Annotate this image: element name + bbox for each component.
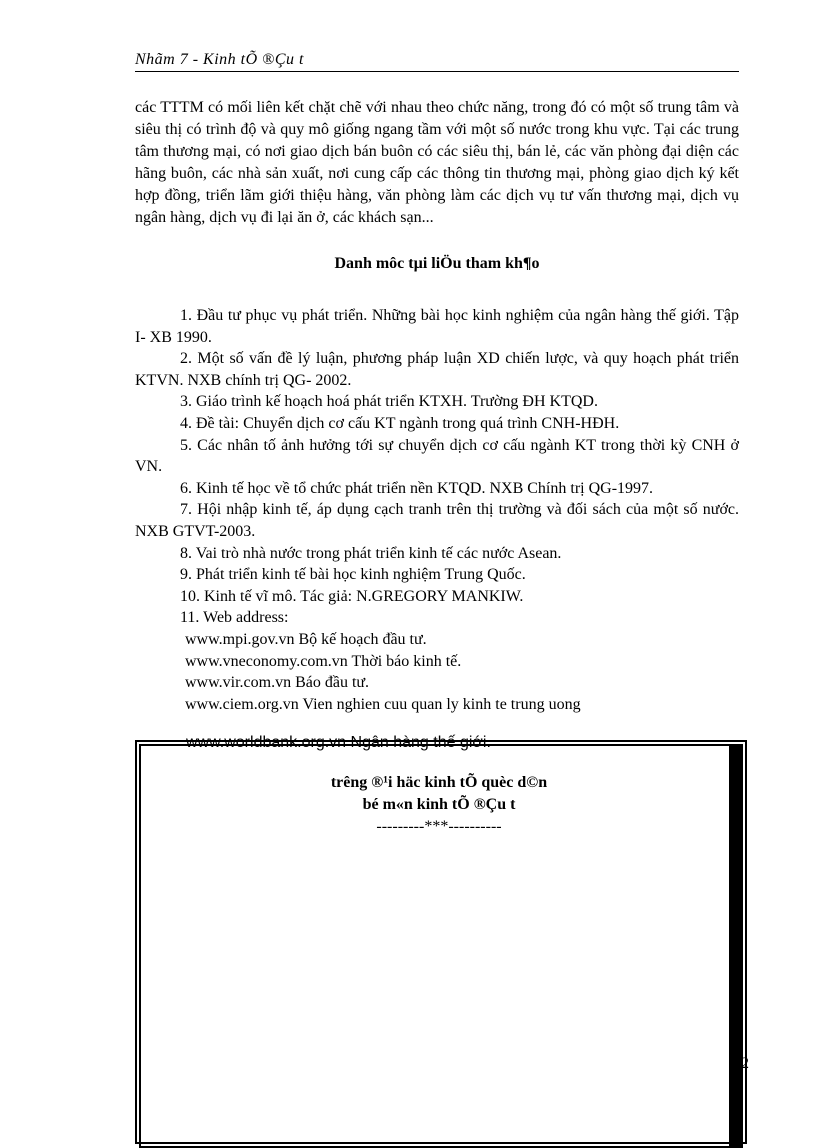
page-number: 52 [733,1055,749,1072]
intro-paragraph: các TTTM có mối liên kết chặt chẽ với nhau theo chức năng, trong đó có một số trung tâm và siêu thị có trình độ và quy mô giống ngang tầm với một số nước trong khu vực. Tại các trung tâm thương mại, có nơi giao dịch bán buôn có các siêu thị, bán lẻ, các văn phòng đại diện các hãng buôn, các nhà sản xuất, nơi cung cấp các thông tin thương mại, phòng giao dịch ký kết hợp đồng, triển lãm giới thiệu hàng, văn phòng làm các dịch vụ tư vấn thương mại, dịch vụ ngân hàng, dịch vụ đi lại ăn ở, các khách sạn... [135,99,739,226]
reference-item: 6. Kinh tế học về tổ chức phát triển nền KTQD. NXB Chính trị QG-1997. [180,479,654,497]
web-address-line: www.mpi.gov.vn Bộ kế hoạch đầu tư. [185,630,427,648]
reference-item: 3. Giáo trình kế hoạch hoá phát triển KTXH. Trường ĐH KTQD. [180,393,598,411]
reference-item: 11. Web address: [180,609,289,627]
reference-item: 5. Các nhân tố ảnh hưởng tới sự chuyển dịch cơ cấu ngành KT trong thời kỳ CNH ở VN. [135,436,739,476]
cover-department: bé m«n kinh tÕ ®Çu t [362,796,516,813]
reference-item: 10. Kinh tế vĩ mô. Tác giả: N.GREGORY MANKIW. [180,587,524,605]
web-address-line: www.ciem.org.vn Vien nghien cuu quan ly kinh te trung uong [185,695,581,713]
reference-item: 4. Đề tài: Chuyển dịch cơ cấu KT ngành trong quá trình CNH-HĐH. [180,414,620,432]
web-address-line: www.vir.com.vn Báo đầu tư. [185,674,370,692]
references-title: Danh môc tµi liÖu tham kh¶o [334,255,540,272]
cover-block [139,772,739,838]
page-header [135,50,739,72]
cover-university: trêng ®¹i häc kinh tÕ quèc d©n [330,774,548,791]
references-list [135,305,739,715]
reference-item: 8. Vai trò nhà nước trong phát triển kinh tế các nước Asean. [180,544,562,562]
reference-item: 7. Hội nhập kinh tế, áp dụng cạch tranh trên thị trường và đối sách của một số nước. NXB GTVT-2003. [135,501,739,540]
reference-item: 1. Đầu tư phục vụ phát triển. Những bài học kinh nghiệm của ngân hàng thế giới. Tập I- XB 1990. [135,307,739,346]
reference-item: 9. Phát triển kinh tế bài học kinh nghiệm Trung Quốc. [180,566,526,584]
header-title: Nhãm 7 - Kinh tÕ ®Çu t [135,51,304,68]
web-address-line-overlapping: www.worldbank.org.vn Ngân hàng thế giới. [186,734,491,751]
reference-item: 2. Một số vấn đề lý luận, phương pháp luận XD chiến lược, và quy hoạch phát triển KTVN. NXB chính trị QG- 2002. [135,350,739,389]
cover-divider: ---------***---------- [376,818,502,835]
web-address-line: www.vneconomy.com.vn Thời báo kinh tế. [185,652,462,670]
